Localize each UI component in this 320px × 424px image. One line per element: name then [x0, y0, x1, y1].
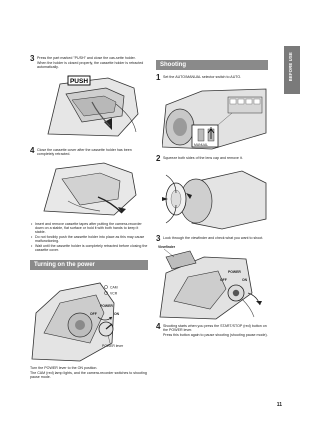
- section-header-power: Turning on the power: [30, 260, 148, 270]
- viewfinder-power-illustration: [156, 243, 268, 321]
- step-number: 3: [156, 234, 161, 243]
- power-text: Turn the POWER lever to the ON position. The CAM (red) lamp lights, and the camera-recorder switches to shooting pause mode.: [30, 366, 147, 380]
- step-number: 4: [30, 145, 35, 155]
- step-number: 1: [156, 73, 161, 82]
- power-instruction: [30, 366, 148, 380]
- power-lever-label: POWER lever: [102, 344, 124, 349]
- power-lever-illustration: [30, 273, 146, 363]
- side-tab-label: BEFORE USE: [288, 52, 293, 82]
- bullet-item: • Do not forcibly push the cassette holder into place as this may cause malfunctioning.: [30, 235, 148, 244]
- page-number: 11: [276, 402, 282, 408]
- section-side-tab: [284, 46, 300, 94]
- step-4-start-stop: [156, 321, 268, 338]
- step-number: 2: [156, 153, 161, 163]
- push-label: PUSH: [69, 77, 89, 85]
- power-label: POWER: [100, 304, 113, 309]
- step-2-lens-cap: [156, 153, 268, 163]
- right-column: [156, 60, 268, 337]
- off-label: OFF: [220, 277, 227, 282]
- auto-manual-switch-illustration: [162, 83, 268, 151]
- on-label: ON: [242, 277, 248, 282]
- caution-bullets: [30, 222, 148, 253]
- step-3-close-holder: [30, 56, 148, 70]
- cassette-cover-illustration: [38, 161, 148, 217]
- bullet-item: • Wait until the cassette holder is completely retracted before closing the cassette cover.: [30, 244, 148, 253]
- step-number: 3: [30, 54, 35, 63]
- step-text: Set the AUTO/MANUAL selector switch to AUTO.: [163, 75, 242, 79]
- power-label: POWER: [228, 269, 241, 274]
- off-label: OFF: [90, 312, 97, 317]
- step-text: Look through the viewfinder and check what you want to shoot.: [163, 236, 264, 240]
- viewfinder-label: Viewfinder: [158, 244, 176, 249]
- bullet-item: • Insert and remove cassette tapes after putting the camera-recorder down on a stable, flat surface or hold it with both hands to keep it stable.: [30, 222, 148, 235]
- vcr-lamp-label: VCR: [110, 291, 118, 296]
- step-3-viewfinder: [156, 236, 268, 241]
- left-column: [30, 56, 148, 380]
- step-text: Shooting starts when you press the START/STOP (red) button on the POWER lever. Press this button again to pause shooting (shooting pause mode).: [163, 323, 268, 337]
- on-label: ON: [114, 312, 120, 317]
- section-header-shooting: Shooting: [156, 60, 268, 70]
- lens-cap-illustration: [162, 163, 268, 231]
- step-number: 4: [156, 321, 161, 331]
- step-text: Close the cassette cover after the cassette holder has been completely retracted.: [37, 147, 132, 156]
- cam-lamp-label: CAM: [110, 285, 118, 290]
- manual-label: MANUAL: [194, 142, 209, 147]
- step-text: Press the part marked "PUSH" and close the cas-sette holder. When the holder is closed properly, the cassette holder is retracted automatically.: [37, 56, 144, 69]
- step-1-auto-manual: [156, 75, 268, 80]
- step-text: Squeeze both sides of the lens cap and remove it.: [163, 155, 243, 160]
- cassette-push-illustration: [38, 74, 148, 142]
- step-4-close-cover: [30, 145, 148, 157]
